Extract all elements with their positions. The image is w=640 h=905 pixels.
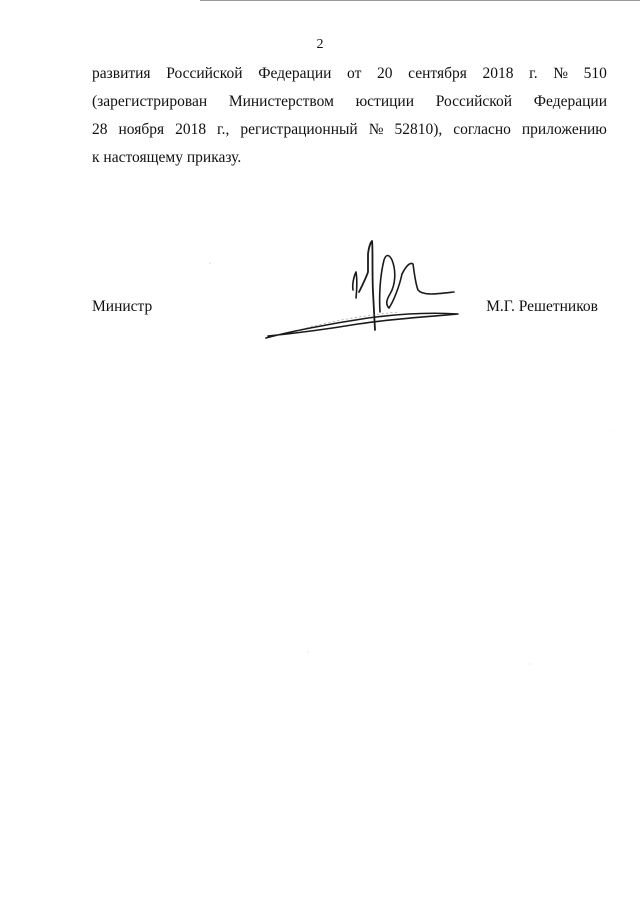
word: Министерством bbox=[228, 93, 334, 110]
word: от bbox=[347, 65, 362, 82]
word: 28 bbox=[92, 121, 108, 138]
word: Российской bbox=[435, 93, 513, 110]
signature-stroke bbox=[380, 256, 402, 313]
word: 2018 bbox=[482, 65, 514, 82]
word: г. bbox=[529, 65, 538, 82]
word: приложению bbox=[521, 121, 607, 138]
word: № bbox=[553, 65, 568, 82]
signatory-title: Министр bbox=[92, 298, 153, 315]
handwritten-signature bbox=[258, 232, 468, 347]
signatory-name: М.Г. Решетников bbox=[486, 298, 598, 315]
word: Федерации bbox=[533, 93, 607, 110]
word: Федерации bbox=[258, 65, 332, 82]
word: развития bbox=[92, 65, 151, 82]
word: регистрационный bbox=[240, 121, 358, 138]
word: ноября bbox=[118, 121, 165, 138]
signature-swoosh bbox=[266, 313, 458, 338]
word: юстиции bbox=[355, 93, 415, 110]
word: 52810), bbox=[394, 121, 443, 138]
word: согласно bbox=[453, 121, 511, 138]
word: № bbox=[368, 121, 384, 138]
signature-stroke bbox=[402, 263, 454, 294]
word: 510 bbox=[583, 65, 607, 82]
word: 2018 bbox=[175, 121, 207, 138]
word: сентября bbox=[408, 65, 467, 82]
word: к настоящему приказу. bbox=[92, 149, 242, 166]
word: г., bbox=[217, 121, 230, 138]
page-number: 2 bbox=[316, 37, 324, 52]
word: Российской bbox=[166, 65, 243, 82]
signature-stroke bbox=[353, 272, 357, 298]
word: (зарегистрирован bbox=[92, 93, 208, 110]
word: 20 bbox=[377, 65, 393, 82]
